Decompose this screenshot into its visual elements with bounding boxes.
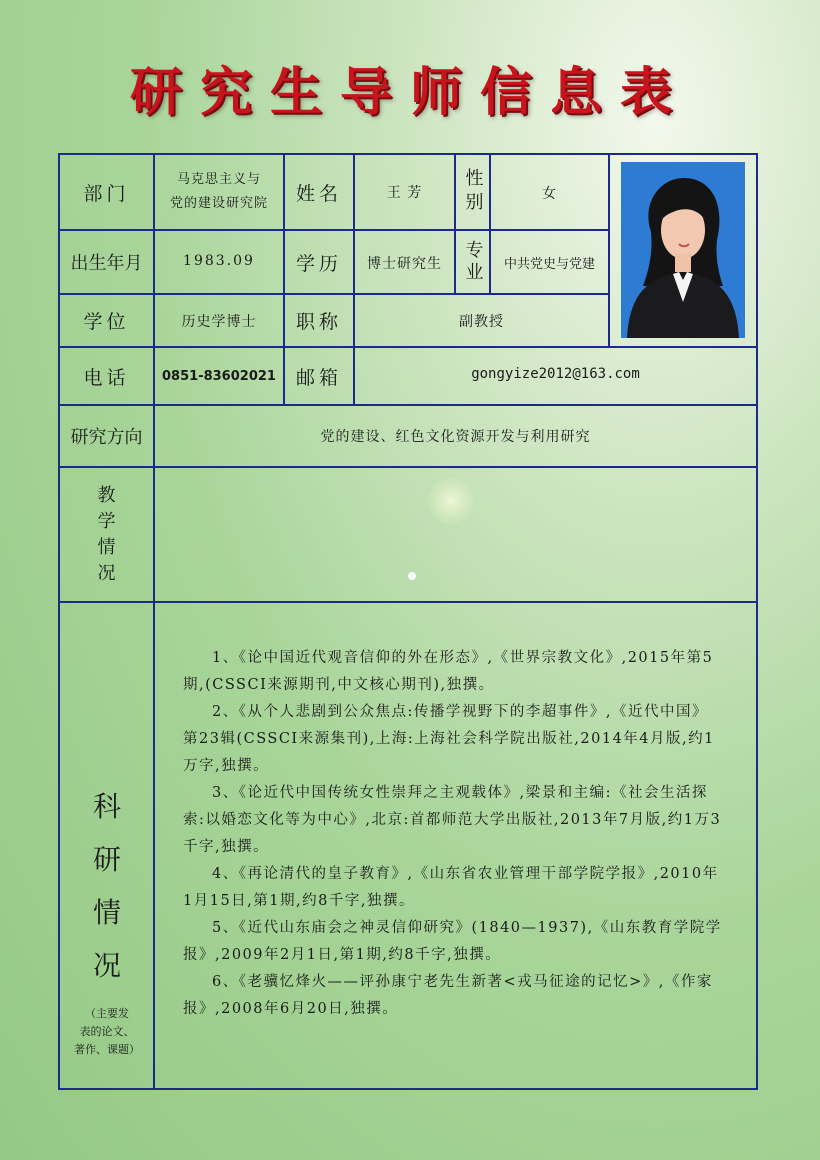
dept-value-line2: 党的建设研究院	[169, 196, 268, 211]
publication-item: 1、《论中国近代观音信仰的外在形态》,《世界宗教文化》,2015年第5期,(CSSCI来源期刊,中文核心期刊),独撰。	[183, 650, 714, 693]
publication-item: 2、《从个人悲剧到公众焦点:传播学视野下的李超事件》,《近代中国》第23辑(CSSCI来源集刊),上海:上海社会科学院出版社,2014年4月版,约1万字,独撰。	[183, 704, 715, 774]
keyan-label-char-2: 研	[92, 843, 121, 876]
dept-value	[155, 155, 283, 229]
teaching-label	[60, 468, 153, 601]
teaching-label-char-4: 况	[97, 562, 116, 584]
keyan-label-char-3: 情	[92, 896, 121, 929]
research-label: 研究方向	[70, 427, 143, 448]
keyan-label-char-4: 况	[92, 949, 121, 982]
major-label: 专业	[462, 240, 484, 284]
teaching-value	[155, 468, 756, 601]
gender-label: 性别	[462, 168, 484, 216]
dept-label: 部门	[83, 182, 130, 205]
birth-label: 出生年月	[70, 253, 143, 274]
gender-value: 女	[542, 186, 557, 202]
name-label: 姓名	[295, 182, 342, 205]
portrait-photo	[621, 162, 745, 338]
keyan-note-line-1: （主要发	[85, 1007, 129, 1020]
publication-item: 4、《再论清代的皇子教育》,《山东省农业管理干部学院学报》,2010年1月15日,第1期,约8千字,独撰。	[183, 866, 719, 909]
title-value: 副教授	[459, 314, 504, 330]
birth-value: 1983.09	[183, 253, 255, 269]
teaching-label-char-3: 情	[97, 536, 116, 558]
publication-item: 6、《老骥忆烽火——评孙康宁老先生新著<戎马征途的记忆>》,《作家报》,2008年6月20日,独撰。	[183, 974, 713, 1017]
publication-list	[183, 645, 723, 1023]
email-label: 邮箱	[295, 366, 342, 389]
education-value: 博士研究生	[367, 256, 442, 272]
degree-label: 学位	[83, 311, 130, 333]
keyan-note-line-2: 表的论文、	[79, 1025, 135, 1038]
education-label: 学历	[295, 252, 342, 275]
research-value: 党的建设、红色文化资源开发与利用研究	[320, 429, 591, 445]
keyan-note	[60, 1005, 154, 1059]
name-value: 王 芳	[386, 185, 423, 201]
title-label: 职称	[295, 311, 342, 333]
keyan-note-line-3: 著作、课题）	[74, 1043, 140, 1056]
publication-item: 3、《论近代中国传统女性崇拜之主观载体》,梁景和主编:《社会生活探索:以婚恋文化等为中心》,北京:首都师范大学出版社,2013年7月版,约1万3千字,独撰。	[183, 785, 722, 855]
publication-item: 5、《近代山东庙会之神灵信仰研究》(1840—1937),《山东教育学院学报》,2009年2月1日,第1期,约8千字,独撰。	[183, 920, 722, 963]
phone-value: 0851-83602021	[162, 368, 276, 384]
teaching-label-char-2: 学	[97, 510, 116, 532]
dept-value-line1: 马克思主义与	[176, 172, 261, 187]
phone-label: 电话	[83, 366, 130, 389]
keyan-label-char-1: 科	[92, 790, 121, 823]
portrait-image	[621, 162, 745, 338]
major-value: 中共党史与党建	[503, 256, 595, 272]
email-value: gongyize2012@163.com	[471, 366, 640, 382]
teaching-label-char-1: 教	[97, 484, 116, 506]
degree-value: 历史学博士	[181, 313, 257, 330]
page-title: 研究生导师信息表	[129, 63, 690, 123]
keyan-label	[60, 780, 154, 992]
